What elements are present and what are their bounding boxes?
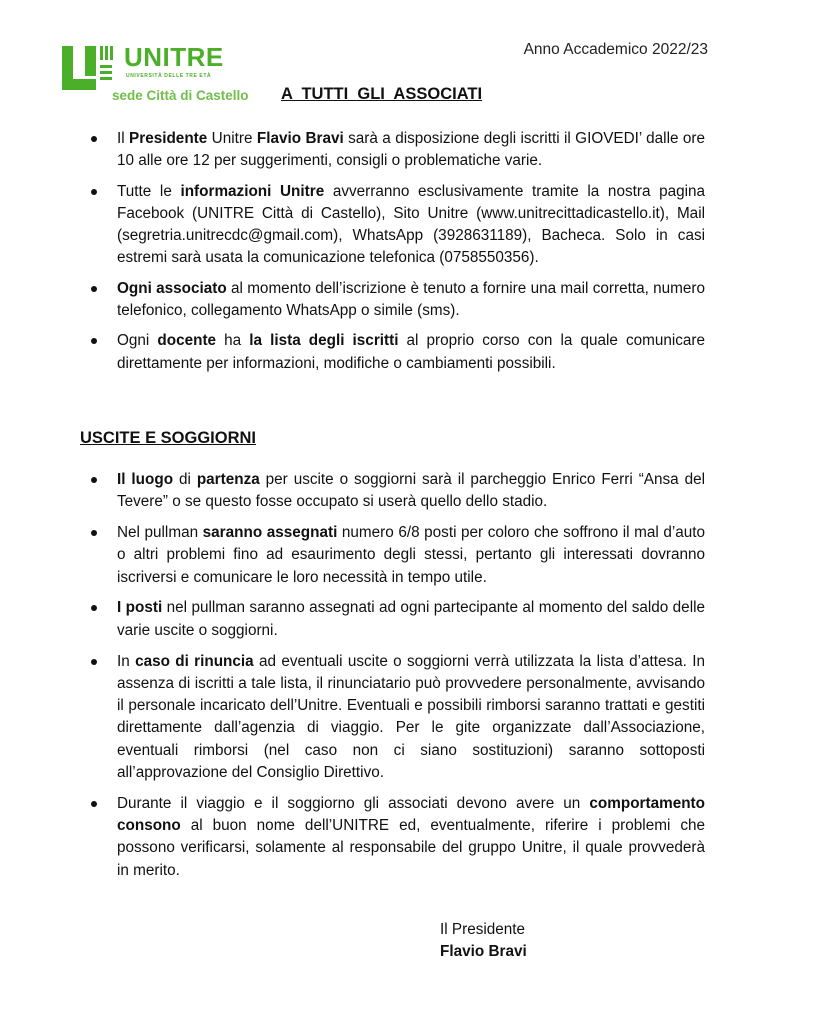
signature-role: Il Presidente [440, 921, 526, 938]
bullet-icon [91, 477, 97, 483]
unitre-logo [62, 42, 272, 108]
page-title: A TUTTI GLI ASSOCIATI [281, 85, 483, 103]
signature-name: Flavio Bravi [440, 943, 527, 960]
signature-block [440, 919, 540, 963]
bullet-icon [91, 801, 97, 807]
list-item: Il luogo di partenza per uscite o soggiorni sarà il parcheggio Enrico Ferri “Ansa del Tevere” o se questo fosse occupato si userà quello dello stadio. [91, 469, 705, 514]
bullet-icon [91, 605, 97, 611]
logo-tagline: UNIVERSITÀ DELLE TRE ETÀ [126, 73, 212, 79]
bullet-icon [91, 286, 97, 292]
list-item: Ogni associato al momento dell’iscrizione è tenuto a fornire una mail corretta, numero telefonico, collegamento WhatsApp o simile (sms). [91, 278, 705, 323]
bullet-icon [91, 338, 97, 344]
list-item: In caso di rinuncia ad eventuali uscite o soggiorni verrà utilizzata la lista d’attesa. In assenza di iscritti a tale lista, il rinunciatario può provvedere personalmente, avvisando il personale incaricato dell’Unitre. Eventuali e possibili rimborsi saranno trattati e gestiti direttamente dall’agenzia di viaggio. Per le gite organizzate dall’Associazione, eventuali rimborsi (nel caso non ci siano sostituzioni) saranno sottoposti all’approvazione del Consiglio Direttivo. [91, 651, 705, 785]
list-item: I posti nel pullman saranno assegnati ad ogni partecipante al momento del saldo delle varie uscite o soggiorni. [91, 597, 705, 642]
bullet-icon [91, 530, 97, 536]
logo-wordmark: UNITRE [124, 42, 224, 72]
bullet-icon [91, 136, 97, 142]
list-item: Ogni docente ha la lista degli iscritti al proprio corso con la quale comunicare direttamente per informazioni, modifiche o cambiamenti possibili. [91, 330, 705, 375]
list-item: Durante il viaggio e il soggiorno gli associati devono avere un comportamento consono al buon nome dell’UNITRE ed, eventualmente, riferire i problemi che possono verificarsi, solamente al responsabile del gruppo Unitre, il quale provvederà in merito. [91, 793, 705, 882]
bullet-icon [91, 659, 97, 665]
bullet-icon [91, 189, 97, 195]
list-item: Tutte le informazioni Unitre avverranno esclusivamente tramite la nostra pagina Facebook (UNITRE Città di Castello), Sito Unitre (www.unitrecittadicastello.it), Mail (segretria.unitrecdc@gmail.com), WhatsApp (3928631189), Bacheca. Solo in casi estremi sarà usata la comunicazione telefonica (0758550356). [91, 181, 705, 270]
academic-year: Anno Accademico 2022/23 [523, 41, 708, 58]
list-item: Nel pullman saranno assegnati numero 6/8 posti per coloro che soffrono il mal d’auto o altri problemi fino ad esaurimento degli stessi, pertanto gli interessati dovranno iscriversi e comunicare le loro necessità in tempo utile. [91, 522, 705, 589]
list-item: Il Presidente Unitre Flavio Bravi sarà a disposizione degli iscritti il GIOVEDI’ dalle ore 10 alle ore 12 per suggerimenti, consigli o problematiche varie. [91, 128, 705, 173]
general-info-list [91, 128, 705, 383]
logo-city: sede Città di Castello [112, 88, 249, 103]
section-title: USCITE E SOGGIORNI [80, 429, 257, 447]
trips-info-list [91, 469, 705, 891]
